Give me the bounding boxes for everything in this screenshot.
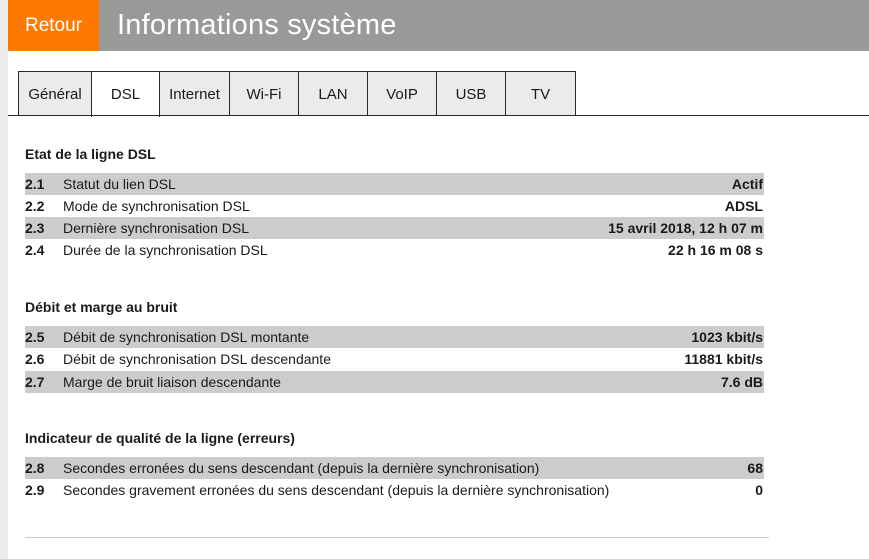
tab-wifi[interactable]: Wi-Fi bbox=[229, 71, 299, 116]
info-row bbox=[25, 239, 764, 261]
row-value: 7.6 dB bbox=[720, 374, 763, 390]
tab-internet[interactable]: Internet bbox=[159, 71, 230, 116]
row-number: 2.5 bbox=[25, 329, 45, 345]
row-number: 2.7 bbox=[25, 374, 45, 390]
tab-lan[interactable]: LAN bbox=[298, 71, 368, 116]
row-value: 68 bbox=[747, 460, 763, 476]
row-label: Dernière synchronisation DSL bbox=[63, 220, 249, 236]
info-row bbox=[25, 457, 764, 479]
info-row bbox=[25, 479, 764, 501]
section-title-line-state: Etat de la ligne DSL bbox=[25, 146, 156, 162]
row-label: Secondes erronées du sens descendant (depuis la dernière synchronisation) bbox=[63, 460, 540, 476]
row-label: Statut du lien DSL bbox=[63, 176, 176, 192]
row-label: Débit de synchronisation DSL descendante bbox=[63, 351, 331, 367]
tab-usb[interactable]: USB bbox=[436, 71, 506, 116]
row-value: 11881 kbit/s bbox=[684, 351, 763, 367]
tab-general[interactable]: Général bbox=[18, 71, 92, 116]
row-label: Débit de synchronisation DSL montante bbox=[63, 329, 310, 345]
info-row bbox=[25, 371, 764, 393]
row-number: 2.2 bbox=[25, 198, 45, 214]
back-button[interactable]: Retour bbox=[8, 0, 99, 51]
page-title: Informations système bbox=[117, 9, 397, 41]
row-value: Actif bbox=[731, 176, 763, 192]
row-value: ADSL bbox=[724, 198, 763, 214]
row-label: Durée de la synchronisation DSL bbox=[63, 242, 268, 258]
section-title-line-quality: Indicateur de qualité de la ligne (erreurs) bbox=[25, 430, 295, 446]
tab-bar bbox=[18, 71, 575, 116]
row-label: Mode de synchronisation DSL bbox=[63, 198, 250, 214]
row-number: 2.4 bbox=[25, 242, 45, 258]
row-value: 15 avril 2018, 12 h 07 m bbox=[608, 220, 763, 236]
info-row bbox=[25, 217, 764, 239]
row-label: Marge de bruit liaison descendante bbox=[63, 374, 281, 390]
info-row bbox=[25, 195, 764, 217]
info-row bbox=[25, 326, 764, 348]
row-number: 2.8 bbox=[25, 460, 45, 476]
bottom-divider bbox=[25, 537, 769, 538]
tab-dsl[interactable]: DSL bbox=[91, 71, 160, 117]
row-number: 2.9 bbox=[25, 482, 45, 498]
row-number: 2.3 bbox=[25, 220, 45, 236]
row-label: Secondes gravement erronées du sens descendant (depuis la dernière synchronisation) bbox=[63, 482, 610, 498]
info-row bbox=[25, 348, 764, 370]
row-value: 1023 kbit/s bbox=[691, 329, 763, 345]
info-row bbox=[25, 173, 764, 195]
row-number: 2.6 bbox=[25, 351, 45, 367]
row-value: 22 h 16 m 08 s bbox=[668, 242, 763, 258]
tab-voip[interactable]: VoIP bbox=[367, 71, 437, 116]
tab-tv[interactable]: TV bbox=[505, 71, 576, 116]
row-value: 0 bbox=[755, 482, 763, 498]
header-bar bbox=[8, 0, 869, 51]
row-number: 2.1 bbox=[25, 176, 45, 192]
section-title-rate-margin: Débit et marge au bruit bbox=[25, 299, 178, 315]
tab-baseline bbox=[8, 115, 869, 116]
